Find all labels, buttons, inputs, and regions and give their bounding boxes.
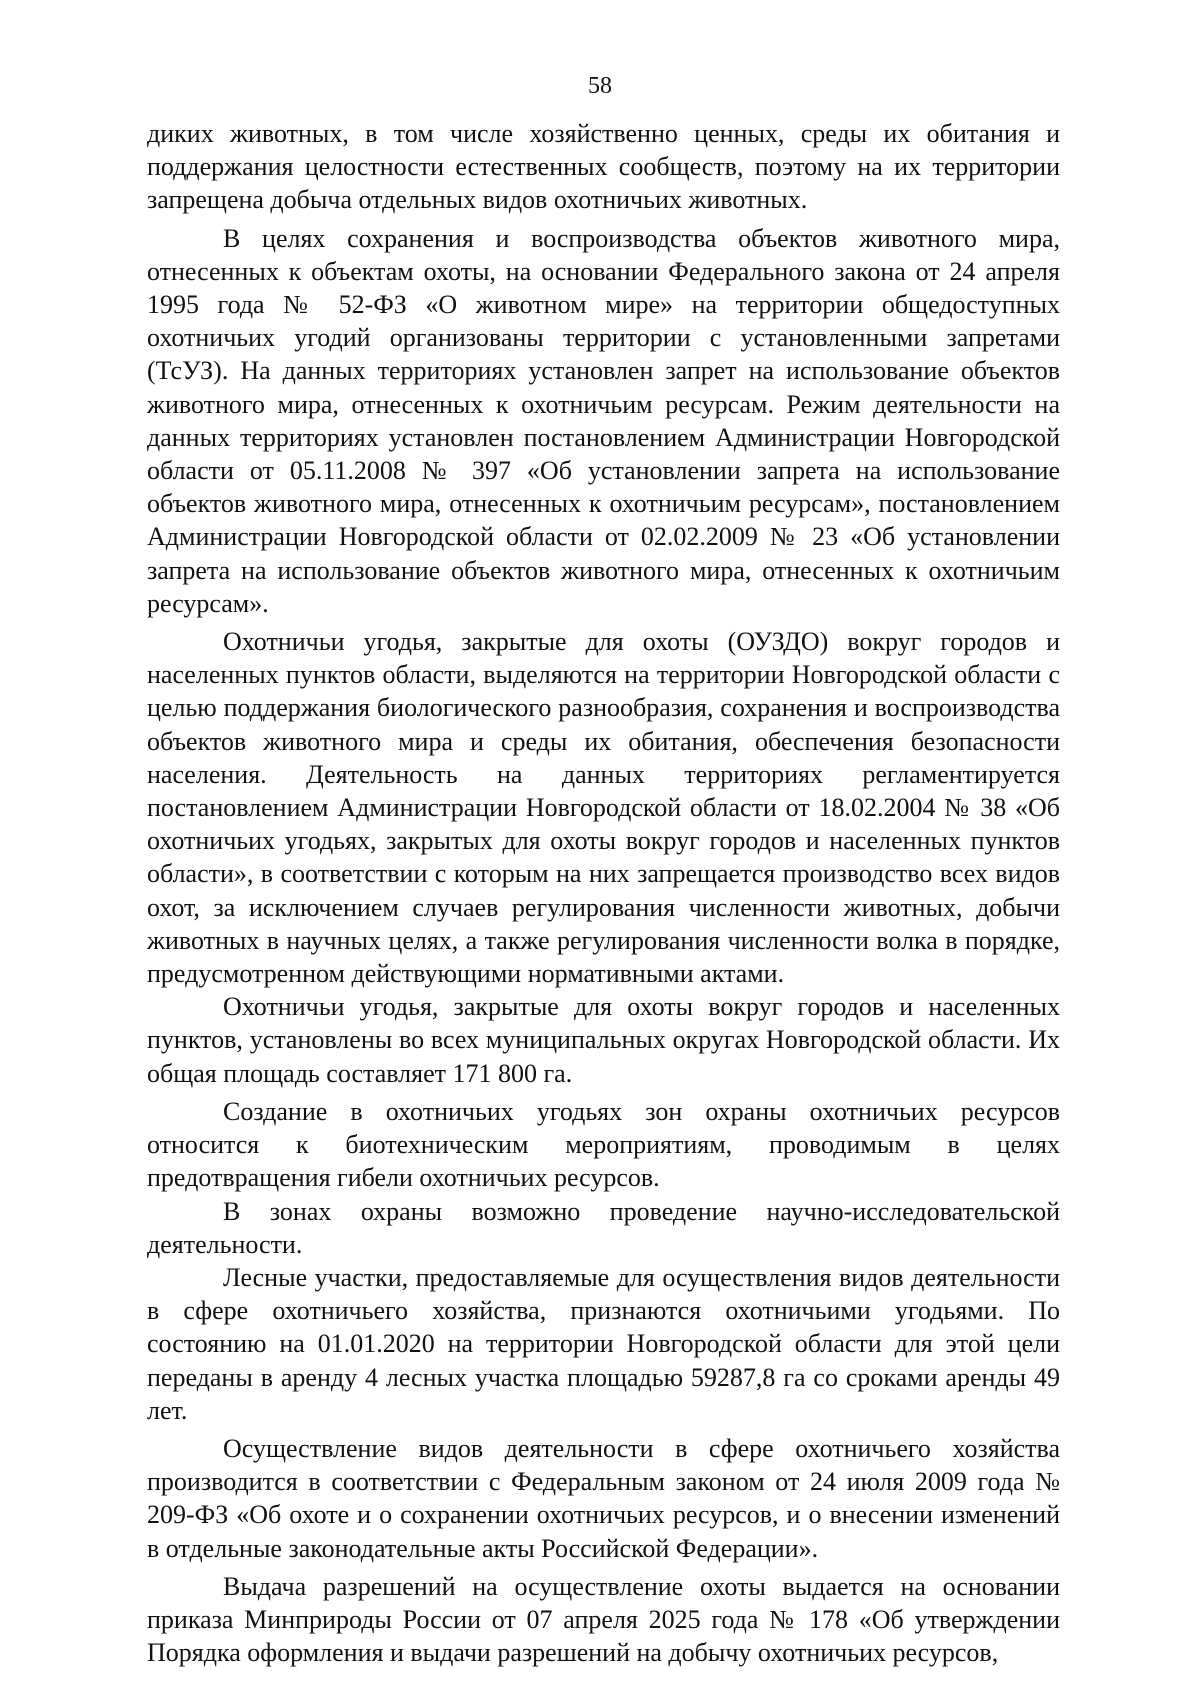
page-number: 58 bbox=[588, 73, 612, 99]
paragraph-protection-zones: Создание в охотничьих угодьях зон охраны охотничьих ресурсов относится к биотехническим мероприятиям, проводимым в целях предотвращения гибели охотничьих ресурсов. bbox=[147, 1096, 1060, 1193]
paragraph-ouzdo-area: Охотничьи угодья, закрытые для охоты вокруг городов и населенных пунктов, установлены во всех муниципальных округах Новгородской области. Их общая площадь составляет 171 800 га. bbox=[147, 992, 1060, 1088]
paragraph-research: В зонах охраны возможно проведение научно-исследовательской деятельности. bbox=[147, 1196, 1060, 1259]
paragraph-forest-plots: Лесные участки, предоставляемые для осуществления видов деятельности в сфере охотничьего хозяйства, признаются охотничьими угодьями. По состоянию на 01.01.2020 на территории Новгородской области для этой цели переданы в аренду 4 лесных участка площадью 59287,8 га со сроками аренды 49 лет. bbox=[147, 1262, 1060, 1425]
paragraph-permits: Выдача разрешений на осуществление охоты выдается на основании приказа Минприроды России от 07 апреля 2025 года № 178 «Об утверждении Порядка оформления и выдачи разрешений на добычу охотничьих ресурсов, bbox=[147, 1571, 1060, 1668]
paragraph-ouzdo: Охотничьи угодья, закрытые для охоты (ОУЗДО) вокруг городов и населенных пунктов области, выделяются на территории Новгородской области с целью поддержания биологического разнообразия, сохранения и воспроизводства объектов животного мира и среды их обитания, обеспечения безопасности населения. Деятельность на данных территориях регламентируется постановлением Администрации Новгородской области от 18.02.2004 № 38 «Об охотничьих угодьях, закрытых для охоты вокруг городов и населенных пунктов области», в соответствии с которым на них запрещается производство всех видов охот, за исключением случаев регулирования численности животных, добычи животных в научных целях, а также регулирования численности волка в порядке, предусмотренном действующими нормативными актами. bbox=[147, 627, 1060, 989]
paragraph-tsuz: В целях сохранения и воспроизводства объектов животного мира, отнесенных к объектам охоты, на основании Федерального закона от 24 апреля 1995 года № 52-ФЗ «О животном мире» на территории общедоступных охотничьих угодий организованы территории с установленными запретами (ТсУЗ). На данных территориях установлен запрет на использование объектов животного мира, отнесенных к охотничьим ресурсам. Режим деятельности на данных территориях установлен постановлением Администрации Новгородской области от 05.11.2008 № 397 «Об установлении запрета на использование объектов животного мира, отнесенных к охотничьим ресурсам», постановлением Администрации Новгородской области от 02.02.2009 № 23 «Об установлении запрета на использование объектов животного мира, отнесенных к охотничьим ресурсам». bbox=[147, 223, 1060, 618]
document-body bbox=[147, 117, 1060, 1669]
paragraph-federal-law: Осуществление видов деятельности в сфере охотничьего хозяйства производится в соответствии с Федеральным законом от 24 июля 2009 года № 209-ФЗ «Об охоте и о сохранении охотничьих ресурсов, и о внесении изменений в отдельные законодательные акты Российской Федерации». bbox=[147, 1433, 1060, 1563]
paragraph-continuation: диких животных, в том числе хозяйственно ценных, среды их обитания и поддержания целостности естественных сообществ, поэтому на их территории запрещена добыча отдельных видов охотничьих животных. bbox=[147, 119, 1060, 215]
